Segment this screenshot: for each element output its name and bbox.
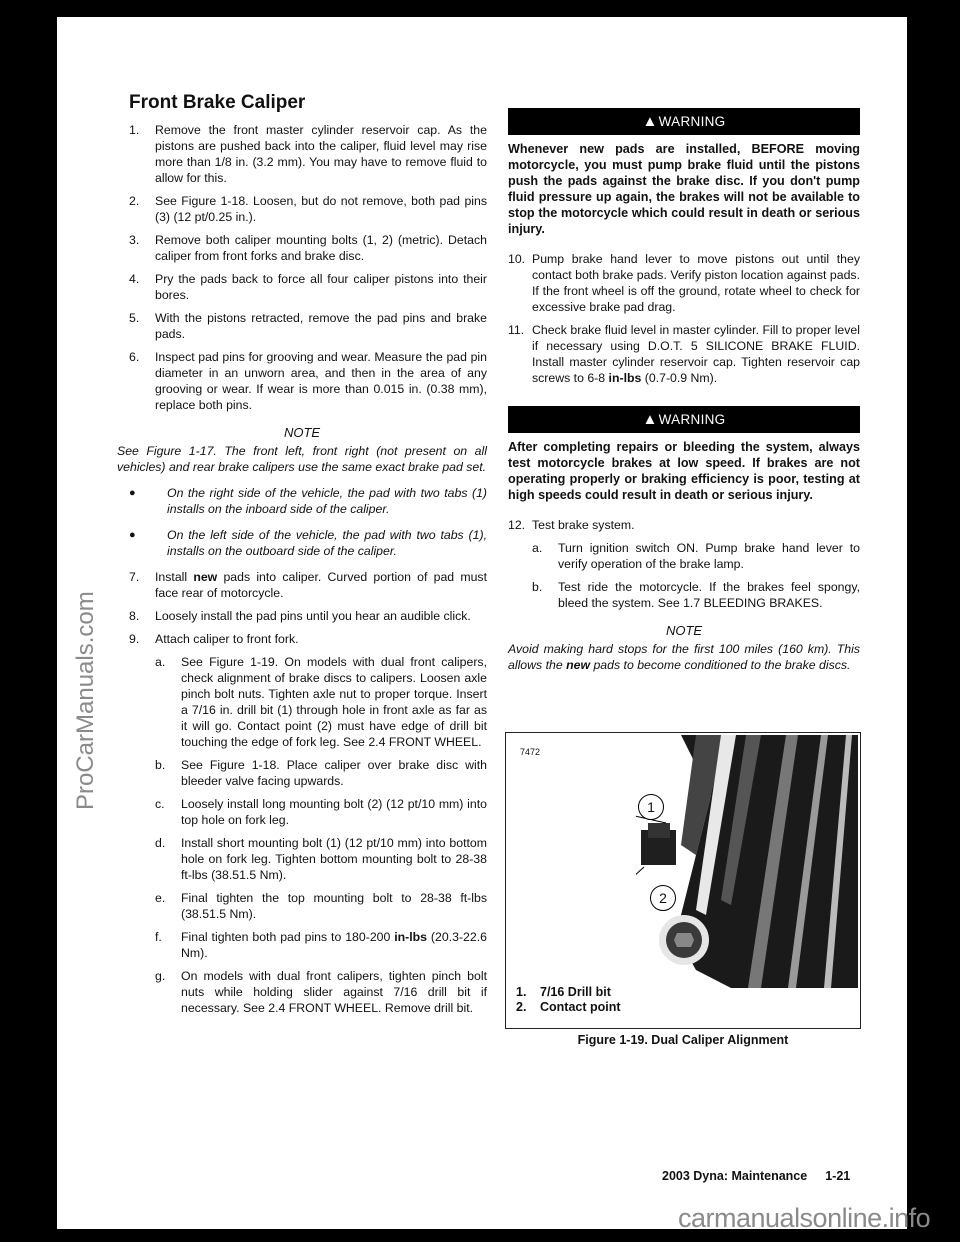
callout-2: 2: [650, 885, 676, 911]
step-1: 1. Remove the front master cylinder reservoir cap. As the pistons are pushed back into the caliper, fluid level may rise more than 1/8 in. (3.2 mm). You may have to remove fluid to allow for this.: [129, 123, 487, 185]
substep-9g: g. On models with dual front calipers, tighten pinch bolt nuts while holding slider against 7/16 drill bit if necessary. See 2.4 FRONT WHEEL. Remove drill bit.: [155, 969, 487, 1015]
warning-banner: ▲WARNING: [508, 108, 860, 135]
figure-caption: Figure 1-19. Dual Caliper Alignment: [577, 1033, 789, 1047]
note-body: See Figure 1-17. The front left, front right (not present on all vehicles) and rear brake calipers use the same exact brake pad set.: [117, 444, 487, 474]
left-column: [117, 92, 487, 1023]
step-2: 2. See Figure 1-18. Loosen, but do not remove, both pad pins (3) (12 pt/0.25 in.).: [129, 194, 487, 224]
note-heading: NOTE: [283, 425, 321, 440]
step-5: 5. With the pistons retracted, remove the pad pins and brake pads.: [129, 311, 487, 341]
substep-9d: d. Install short mounting bolt (1) (12 pt/10 mm) into bottom hole on fork leg. Tighten bottom mounting bolt to 28-38 ft-lbs (38.51.5 Nm).: [155, 836, 487, 882]
bullet-icon: ●: [129, 487, 136, 499]
page-number: 1-21: [825, 1169, 851, 1183]
callout-1: 1: [638, 794, 664, 820]
bullet-icon: ●: [129, 529, 136, 541]
step-11: 11. Check brake fluid level in master cylinder. Fill to proper level if necessary using D.O.T. 5 SILICONE BRAKE FLUID. Install master cylinder reservoir cap. Tighten reservoir cap screws to 6-8 in-lbs (0.7-0.9 Nm).: [508, 323, 860, 385]
step-6: 6. Inspect pad pins for grooving and wear. Measure the pad pin diameter in an unworn area, and then in the area of any grooving or wear. If wear is more than 0.015 in. (0.38 mm), replace both pins.: [129, 350, 487, 412]
substep-12b: b. Test ride the motorcycle. If the brakes feel spongy, bleed the system. See 1.7 BLEEDING BRAKES.: [532, 580, 860, 610]
substep-9e: e. Final tighten the top mounting bolt to 28-38 ft-lbs (38.51.5 Nm).: [155, 891, 487, 921]
step-7: 7. Install new pads into caliper. Curved portion of pad must face rear of motorcycle.: [129, 570, 487, 600]
step-4: 4. Pry the pads back to force all four caliper pistons into their bores.: [129, 272, 487, 302]
warning-triangle-icon: ▲: [642, 113, 658, 130]
note-body: Avoid making hard stops for the first 100 miles (160 km). This allows the new pads to become conditioned to the brake discs.: [508, 642, 860, 672]
step-9: 9. Attach caliper to front fork.: [129, 632, 299, 646]
figure-legend: [516, 985, 621, 1015]
right-column: [508, 108, 860, 683]
warning-text: After completing repairs or bleeding the system, always test motorcycle brakes at low speed. If brakes are not operating properly or braking efficiency is poor, testing at high speeds could result in death or serious injury.: [508, 440, 860, 502]
legend-item: 2. Contact point: [516, 1000, 621, 1014]
footer-title: 2003 Dyna: Maintenance: [662, 1169, 808, 1183]
step-3: 3. Remove both caliper mounting bolts (1, 2) (metric). Detach caliper from front forks and brake disc.: [129, 233, 487, 263]
substep-12a: a. Turn ignition switch ON. Pump brake hand lever to verify operation of the brake lamp.: [532, 541, 860, 571]
warning-triangle-icon: ▲: [642, 411, 658, 428]
step-12: 12. Test brake system.: [508, 518, 635, 532]
step-8: 8. Loosely install the pad pins until you hear an audible click.: [129, 609, 471, 623]
substep-9f: f. Final tighten both pad pins to 180-200 in-lbs (20.3-22.6 Nm).: [155, 930, 487, 960]
figure-1-19: [505, 732, 861, 1029]
watermark-left: ProCarManuals.com: [72, 591, 99, 810]
note-bullet: ● On the right side of the vehicle, the pad with two tabs (1) installs on the inboard side of the caliper.: [117, 485, 487, 517]
warning-banner: ▲WARNING: [508, 406, 860, 433]
note-bullet: ● On the left side of the vehicle, the pad with two tabs (1), installs on the outboard side of the caliper.: [117, 527, 487, 559]
substep-9c: c. Loosely install long mounting bolt (2) (12 pt/10 mm) into top hole on fork leg.: [155, 797, 487, 827]
note-heading: NOTE: [665, 623, 703, 638]
section-title: Front Brake Caliper: [129, 92, 306, 113]
legend-item: 1. 7/16 Drill bit: [516, 985, 611, 999]
page-footer: [662, 1169, 850, 1183]
watermark-bottom: carmanualsonline.info: [678, 1203, 931, 1233]
substep-9a: a. See Figure 1-19. On models with dual front calipers, check alignment of brake discs to calipers. Loosen axle pinch bolt nuts. Tighten axle nut to proper torque. Insert a 7/16 in. drill bit (1) through hole in front axle as far as it will go. Contact point (2) must have edge of drill bit touching the edge of fork leg. See 2.4 FRONT WHEEL.: [155, 655, 487, 749]
figure-id: 7472: [520, 747, 541, 757]
substep-9b: b. See Figure 1-18. Place caliper over brake disc with bleeder valve facing upwards.: [155, 758, 487, 788]
warning-text: Whenever new pads are installed, BEFORE moving motorcycle, you must pump brake fluid until the pistons push the pads against the brake disc. If you don't pump fluid pressure up again, the brakes will not be available to stop the motorcycle which could result in death or serious injury.: [508, 142, 860, 236]
step-10: 10. Pump brake hand lever to move pistons out until they contact both brake pads. Verify piston location against pads. If the front wheel is off the ground, rotate wheel to check for excessive brake pad drag.: [508, 252, 860, 314]
caliper-alignment-photo: [636, 735, 858, 988]
